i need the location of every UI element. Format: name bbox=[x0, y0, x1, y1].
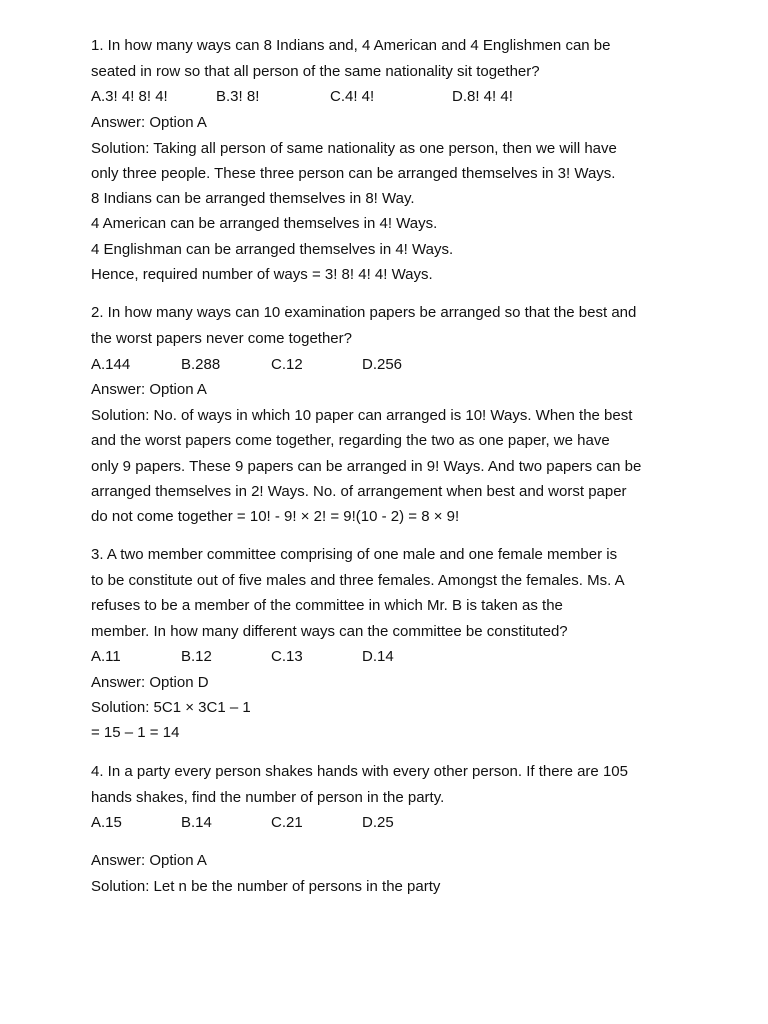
question-4-option-d: D.25 bbox=[362, 814, 394, 831]
question-4-option-c: C.21 bbox=[271, 814, 303, 831]
question-2-text-line-1: 2. In how many ways can 10 examination papers be arranged so that the best and bbox=[91, 304, 637, 321]
question-1-text-line-2: seated in row so that all person of the same nationality sit together? bbox=[91, 63, 540, 80]
question-2-text-line-2: the worst papers never come together? bbox=[91, 330, 352, 347]
question-3-option-b: B.12 bbox=[181, 648, 212, 665]
question-1-option-c: C.4! 4! bbox=[330, 88, 375, 105]
question-1-solution-line-4: 4 American can be arranged themselves in 4! Ways. bbox=[91, 215, 438, 232]
question-4-option-a: A.15 bbox=[91, 814, 122, 831]
question-1-solution-line-1: Solution: Taking all person of same nationality as one person, then we will have bbox=[91, 140, 617, 157]
question-2-solution-line-3: only 9 papers. These 9 papers can be arranged in 9! Ways. And two papers can be bbox=[91, 458, 642, 475]
question-3-text-line-2: to be constitute out of five males and three females. Amongst the females. Ms. A bbox=[91, 572, 625, 589]
question-3-text-line-4: member. In how many different ways can the committee be constituted? bbox=[91, 623, 568, 640]
question-3-solution-line-1: Solution: 5C1 × 3C1 – 1 bbox=[91, 699, 251, 716]
question-1-option-b: B.3! 8! bbox=[216, 88, 260, 105]
question-1-option-a: A.3! 4! 8! 4! bbox=[91, 88, 168, 105]
question-1-text-line-1: 1. In how many ways can 8 Indians and, 4 American and 4 Englishmen can be bbox=[91, 37, 611, 54]
question-4-text-line-2: hands shakes, find the number of person in the party. bbox=[91, 789, 445, 806]
question-2-solution-line-1: Solution: No. of ways in which 10 paper can arranged is 10! Ways. When the best bbox=[91, 407, 633, 424]
question-2-answer: Answer: Option A bbox=[91, 381, 207, 398]
question-2-solution-line-5: do not come together = 10! - 9! × 2! = 9!(10 - 2) = 8 × 9! bbox=[91, 508, 460, 525]
question-2-solution-line-2: and the worst papers come together, regarding the two as one paper, we have bbox=[91, 432, 610, 449]
question-3-answer: Answer: Option D bbox=[91, 674, 209, 691]
question-4-solution-line-1: Solution: Let n be the number of persons in the party bbox=[91, 878, 441, 895]
question-1-solution-line-6: Hence, required number of ways = 3! 8! 4! 4! Ways. bbox=[91, 266, 433, 283]
question-1-answer: Answer: Option A bbox=[91, 114, 207, 131]
question-3-text-line-1: 3. A two member committee comprising of one male and one female member is bbox=[91, 546, 618, 563]
question-4-answer: Answer: Option A bbox=[91, 852, 207, 869]
question-1-solution-line-5: 4 Englishman can be arranged themselves in 4! Ways. bbox=[91, 241, 454, 258]
question-3-option-a: A.11 bbox=[91, 648, 121, 665]
question-2-option-c: C.12 bbox=[271, 356, 303, 373]
question-2-option-b: B.288 bbox=[181, 356, 221, 373]
question-3-option-d: D.14 bbox=[362, 648, 394, 665]
question-4-option-b: B.14 bbox=[181, 814, 212, 831]
question-1-option-d: D.8! 4! 4! bbox=[452, 88, 513, 105]
question-2-option-a: A.144 bbox=[91, 356, 131, 373]
question-2-option-d: D.256 bbox=[362, 356, 403, 373]
question-1-solution-line-2: only three people. These three person can be arranged themselves in 3! Ways. bbox=[91, 165, 616, 182]
question-3-option-c: C.13 bbox=[271, 648, 303, 665]
question-3-text-line-3: refuses to be a member of the committee in which Mr. B is taken as the bbox=[91, 597, 563, 614]
question-2-solution-line-4: arranged themselves in 2! Ways. No. of arrangement when best and worst paper bbox=[91, 483, 627, 500]
question-3-solution-line-2: = 15 – 1 = 14 bbox=[91, 724, 180, 741]
question-1-solution-line-3: 8 Indians can be arranged themselves in 8! Way. bbox=[91, 190, 415, 207]
question-4-text-line-1: 4. In a party every person shakes hands with every other person. If there are 105 bbox=[91, 763, 628, 780]
